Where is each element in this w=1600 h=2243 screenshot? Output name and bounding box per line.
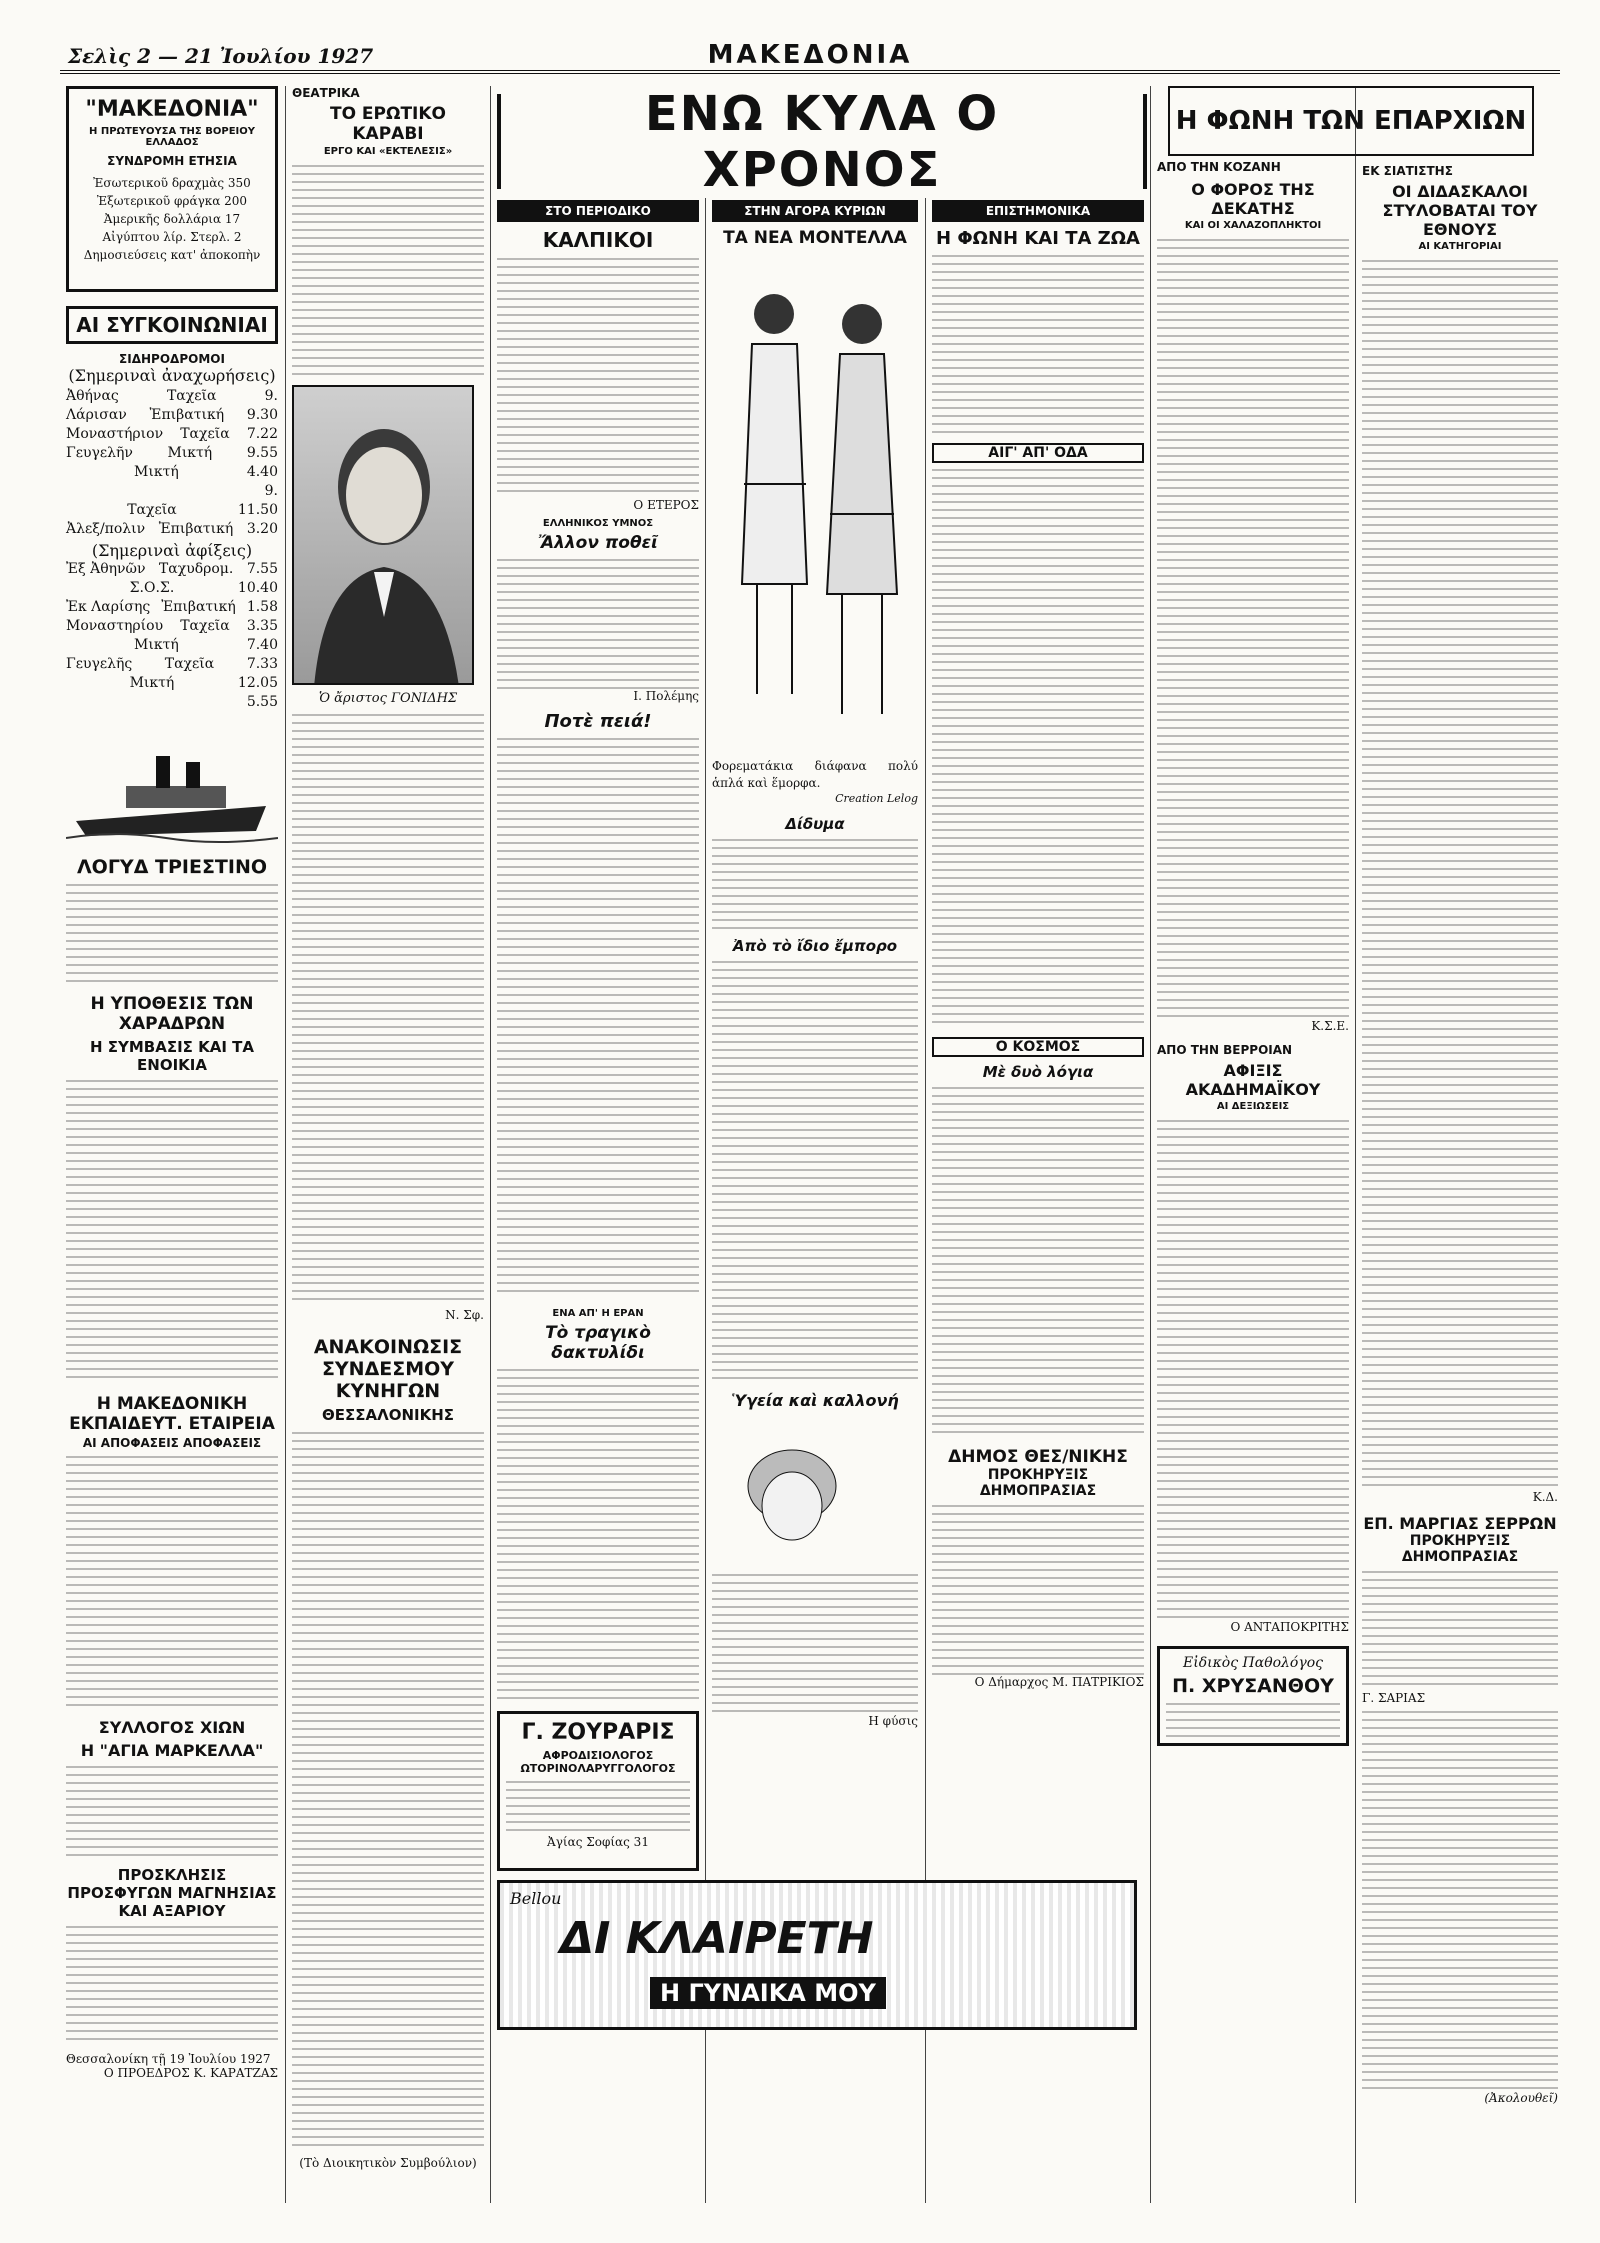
body-text [66,1766,278,1856]
timetable-row [66,482,278,501]
timetable-train-type: Ταχεῖα [180,618,230,634]
ad-text [1166,1703,1340,1737]
headline-didyma: Δίδυμα [785,815,845,833]
signature: Κ.Δ. [1532,1490,1558,1504]
poem-text [497,559,699,689]
main-banner [497,85,1147,198]
timetable-destination: Λάρισαν [66,407,127,423]
timetable-time: 9.30 [246,407,278,423]
box-line: Ἐξωτερικοῦ φράγκα 200 [96,194,248,208]
article-title: ΤΑ ΝΕΑ ΜΟΝΤΕΛΛΑ [723,228,907,248]
timetable-row [66,425,278,444]
signature: Ο ΑΝΤΑΠΟΚΡΙΤΗΣ [1230,1620,1349,1634]
timetable-train-type: Μικτή [167,445,213,461]
timetable-train-type: Μικτή [134,464,179,480]
body-text [292,1432,484,2152]
section-kicker: ΕΚ ΣΙΑΤΙΣΤΗΣ [1362,164,1453,178]
column-3 [497,200,699,1871]
headline-dyo-logia: Μὲ δυὸ λόγια [982,1063,1094,1081]
ad-title: Π. ΧΡΥΣΑΝΘΟΥ [1172,1675,1334,1697]
provinces-banner-title: Η ΦΩΝΗ ΤΩΝ ΕΠΑΡΧΙΩΝ [1175,106,1527,136]
timetable-train-type: Ταχυδρομ. [158,561,234,577]
body-text [1157,1120,1349,1620]
column-4 [712,200,918,1728]
body-text [292,714,484,1304]
masthead [60,40,1560,74]
article-title: ΟΙ ΔΙΔΑΣΚΑΛΟΙ ΣΤΥΛΟΒΑΤΑΙ ΤΟΥ ΕΘΝΟΥΣ [1382,182,1538,239]
headline-ekpaid-sub: ΑΙ ΑΠΟΦΑΣΕΙΣ ΑΠΟΦΑΣΕΙΣ [82,1436,262,1450]
continued-label: (Ἀκολουθεῖ) [1484,2091,1558,2105]
section-kicker: ΑΠΟ ΤΗΝ ΚΟΖΑΝΗ [1157,160,1281,174]
signature: Ο ΠΡΟΕΔΡΟΣ Κ. ΚΑΡΑΤΖΑΣ [103,2066,278,2080]
timetable-time: 5.55 [246,694,278,710]
ship-label: ΛΟΓΥΔ ΤΡΙΕΣΤΙΝΟ [76,856,268,878]
timetable-row [66,617,278,636]
timetable-row [66,501,278,520]
fashion-illustration [712,254,918,754]
body-text [497,738,699,1298]
timetable-row [66,655,278,674]
headline-markella: Η "ΑΓΙΑ ΜΑΡΚΕΛΛΑ" [80,1741,264,1760]
timetable-time: 9. [264,483,278,499]
banner-title: ΕΝΩ ΚΥΛΑ Ο ΧΡΟΝΟΣ [501,86,1143,198]
timetable-train-type: Ταχεῖα [180,426,230,442]
body-text [66,884,278,984]
signature: Κ.Σ.Ε. [1311,1019,1349,1033]
box-line: Αἰγύπτου λίρ. Στερλ. 2 [102,230,242,244]
column-6 [1157,160,1349,1746]
timetable-time: 1.58 [246,599,278,615]
box-title: "ΜΑΚΕΔΟΝΙΑ" [85,97,259,122]
section-kicker: ΣΤΟ ΠΕΡΙΟΔΙΚΟ [497,200,699,222]
body-text [66,1080,278,1380]
headline-ygeia: Ὑγεία καὶ καλλονή [731,1391,899,1410]
timetable-row [66,693,278,712]
timetable-train-type: Ταχεῖα [127,502,177,518]
timetable-destination: Γευγελῆς [66,656,133,672]
headline-kosmos: Ο ΚΟΣΜΟΣ [932,1037,1144,1057]
section-kicker: ΘΕΑΤΡΙΚΑ [292,86,360,100]
hat-illustration [712,1416,918,1566]
timetable-train-type: Ταχεῖα [166,388,217,404]
departures-table [66,387,278,539]
ad-line: Ἀγίας Σοφίας 31 [547,1835,649,1849]
timetable-time: 7.55 [246,561,278,577]
timetable-time: 7.22 [246,426,278,442]
article-subtitle: ΚΑΙ ΟΙ ΧΑΛΑΖΟΠΛΗΚΤΟΙ [1184,220,1322,231]
timetable-train-type: Ταχεῖα [164,656,215,672]
timetable-destination: Γευγελῆν [66,445,133,461]
body-text [292,165,484,375]
headline-dimoprasia: ΠΡΟΚΗΡΥΞΙΣ ΔΗΜΟΠΡΑΣΙΑΣ [1401,1533,1519,1565]
timetable-row [66,387,278,406]
date-signature: Θεσσαλονίκη τῇ 19 Ἰουλίου 1927 [66,2052,271,2066]
headline-ekpaid: Η ΜΑΚΕΔΟΝΙΚΗ ΕΚΠΑΙΔΕΥΤ. ΕΤΑΙΡΕΙΑ [69,1394,275,1434]
headline-idio-emporo: Ἀπὸ τὸ ἴδιο ἔμπορο [732,937,898,955]
body-text [1362,1571,1558,1691]
doctor-ad [1157,1646,1349,1746]
poem-title: Ἄλλον ποθεῖ [538,533,658,553]
headline-symvaseis: Η ΣΥΜΒΑΣΙΣ ΚΑΙ ΤΑ ΕΝΟΙΚΙΑ [89,1038,255,1074]
timetable-destination: Μοναστήριον [66,426,164,442]
section-kicker: ΕΛΛΗΝΙΚΟΣ ΥΜΝΟΣ [542,518,654,529]
timetable-row [66,636,278,655]
body-text [66,1926,278,2046]
arrivals-table [66,560,278,712]
ad-sub: Εἰδικὸς Παθολόγος [1183,1655,1323,1671]
box-subtitle: Η ΠΡΩΤΕΥΟΥΣΑ ΤΗΣ ΒΟΡΕΙΟΥ ΕΛΛΑΔΟΣ [89,126,255,148]
article-title: ΚΑΛΠΙΚΟΙ [542,228,654,252]
body-text [1157,239,1349,1019]
timetable-row [66,674,278,693]
timetable-row [66,406,278,425]
ship-illustration [66,726,278,846]
article-title: Η ΦΩΝΗ ΚΑΙ ΤΑ ΖΩΑ [936,228,1140,249]
body-text [497,258,699,498]
photo-caption: Ὁ ἄριστος ΓΟΝΙΔΗΣ [318,691,458,706]
timetable-train-type: Σ.Ο.Σ. [129,580,175,596]
provinces-banner [1168,86,1534,156]
signature: Ν. Σφ. [445,1308,484,1322]
arrivals-heading: (Σημεριναὶ ἀφίξεις) [91,541,253,560]
timetable-train-type: Μικτή [129,675,175,691]
film-ad-title: ΔΙ ΚΛΑΙΡΕΤΗ [560,1913,874,1964]
paper-name: ΜΑΚΕΔΟΝΙΑ [707,40,913,70]
headline-prosfygon: ΠΡΟΣΚΛΗΣΙΣ ΠΡΟΣΦΥΓΩΝ ΜΑΓΝΗΣΙΑΣ ΚΑΙ ΑΞΑΡΙΟΥ [67,1866,277,1920]
body-text [1362,1711,1558,2091]
body-text [932,255,1144,435]
film-ad-theatre: Bellou [510,1889,562,1908]
timetable-train-type: Ἐπιβατική [158,521,234,537]
timetable-time: 12.05 [237,675,278,691]
body-text [66,1456,278,1706]
article-subtitle: ΑΙ ΚΑΤΗΓΟΡΙΑΙ [1418,241,1502,252]
body-text [712,961,918,1381]
box-line: Ἀμερικῆς δολλάρια 17 [103,212,241,226]
timetable-row [66,598,278,617]
ad-specialty: ΑΦΡΟΔΙΣΙΟΛΟΓΟΣ ΩΤΟΡΙΝΟΛΑΡΥΓΓΟΛΟΓΟΣ [520,1749,676,1775]
timetable-row [66,560,278,579]
body-text [1362,260,1558,1490]
timetable-destination: Ἀθήνας [66,388,119,404]
section-kicker: ΕΝΑ ΑΠ' Η ΕΡΑΝ [552,1308,644,1319]
headline-anakoinosis: ΑΝΑΚΟΙΝΩΣΙΣ ΣΥΝΔΕΣΜΟΥ ΚΥΝΗΓΩΝ [313,1336,463,1402]
departures-heading: (Σημεριναὶ ἀναχωρήσεις) [68,366,276,385]
column-5 [932,200,1144,1689]
ad-text [506,1781,690,1831]
timetable-destination: Ἀλεξ/πολιν [66,521,146,537]
article-title: ΑΦΙΞΙΣ ΑΚΑΔΗΜΑΪΚΟΥ [1185,1061,1321,1099]
box-sub2: ΣΥΝΔΡΟΜΗ ΕΤΗΣΙΑ [107,154,237,168]
timetable-time: 7.33 [246,656,278,672]
article-subtitle: ΕΡΓΟ ΚΑΙ «ΕΚΤΕΛΕΣΙΣ» [323,146,453,157]
headline-dimos: ΔΗΜΟΣ ΘΕΣ/ΝΙΚΗΣ [948,1447,1128,1467]
body-text [712,839,918,929]
box-line: Ἐσωτερικοῦ δραχμὰς 350 [93,176,251,190]
signature: Γ. ΣΑΡΙΑΣ [1362,1691,1426,1705]
body-text [712,1574,918,1714]
timetable-row [66,444,278,463]
signature: Ο Δήμαρχος Μ. ΠΑΤΡΙΚΙΟΣ [974,1675,1144,1689]
body-text [932,469,1144,1029]
headline-ypotheseis: Η ΥΠΟΘΕΣΙΣ ΤΩΝ ΧΑΡΑΔΡΩΝ [90,994,254,1034]
timetable-time: 10.40 [237,580,278,596]
timetable-time: 11.50 [237,502,278,518]
headline-chion: ΣΥΛΛΟΓΟΣ ΧΙΩΝ [98,1718,246,1737]
section-kicker: ΕΠΙΣΤΗΜΟΝΙΚΑ [932,200,1144,222]
rail-heading: ΣΙΔΗΡΟΔΡΟΜΟΙ [119,352,225,366]
body-text [932,1087,1144,1437]
article-title: Ο ΦΟΡΟΣ ΤΗΣ ΔΕΚΑΤΗΣ [1191,180,1315,218]
timetable-row [66,520,278,539]
transport-title: ΑΙ ΣΥΓΚΟΙΝΩΝΙΑΙ [76,313,268,337]
body-text [932,1505,1144,1675]
timetable-time: 9. [264,388,278,404]
article-subtitle: ΑΙ ΔΕΞΙΩΣΕΙΣ [1216,1101,1290,1112]
timetable-time: 3.20 [246,521,278,537]
poem-title: Ποτὲ πειά! [544,711,652,732]
timetable-train-type: Ἐπιβατική [149,407,225,423]
body-text [497,1369,699,1699]
fashion-caption: Φορεματάκια διάφανα πολύ ἁπλά καὶ ἕμορφα. [712,759,918,790]
headline-eparchia: ΕΠ. ΜΑΡΓΙΑΣ ΣΕΡΡΩΝ [1363,1514,1557,1533]
film-ad [497,1880,1137,2030]
signature: Η φύσις [868,1714,918,1728]
headline-thess: ΘΕΣΣΑΛΟΝΙΚΗΣ [321,1406,455,1424]
section-kicker: ΣΤΗΝ ΑΓΟΡΑ ΚΥΡΙΩΝ [712,200,918,222]
column-1 [66,86,278,2080]
story-title: Τὸ τραγικὸ δακτυλίδι [545,1323,651,1363]
date-line: Σελὶς 2 — 21 Ἰουλίου 1927 [68,44,374,68]
section-kicker: ΑΠΟ ΤΗΝ ΒΕΡΡΟΙΑΝ [1157,1043,1293,1057]
transport-title-box [66,306,278,344]
article-title: ΤΟ ΕΡΩΤΙΚΟ ΚΑΡΑΒΙ [329,104,447,144]
ad-name: Γ. ΖΟΥΡΑΡΙΣ [521,1720,675,1745]
portrait-photo [292,385,474,685]
timetable-row [66,463,278,482]
doctor-ad [497,1711,699,1871]
headline-dimos-sub: ΠΡΟΚΗΡΥΞΙΣ ΔΗΜΟΠΡΑΣΙΑΣ [979,1467,1097,1499]
timetable-destination: Ἐκ Λαρίσης [66,599,151,615]
box-line: Δημοσιεύσεις κατ' ἀποκοπὴν [83,248,261,262]
timetable-train-type: Ἐπιβατική [161,599,236,615]
timetable-time: 9.55 [246,445,278,461]
subscription-box [66,86,278,292]
footer-signature: (Τὸ Διοικητικὸν Συμβούλιον) [299,2156,477,2170]
timetable-train-type: Μικτή [134,637,179,653]
signature: Ι. Πολέμης [633,689,699,703]
timetable-time: 3.35 [246,618,278,634]
headline-aigodia: ΑΙΓ' ΑΠ' ΟΔΑ [932,443,1144,463]
column-2 [292,86,484,2170]
timetable-time: 7.40 [246,637,278,653]
timetable-destination: Μοναστηρίου [66,618,164,634]
film-ad-subtitle: Η ΓΥΝΑΙΚΑ ΜΟΥ [650,1977,886,2009]
timetable-row [66,579,278,598]
timetable-destination: Ἐξ Ἀθηνῶν [66,561,146,577]
timetable-time: 4.40 [246,464,278,480]
fashion-credit: Creation Lelog [835,792,918,805]
signature: Ο ΕΤΕΡΟΣ [633,498,699,512]
